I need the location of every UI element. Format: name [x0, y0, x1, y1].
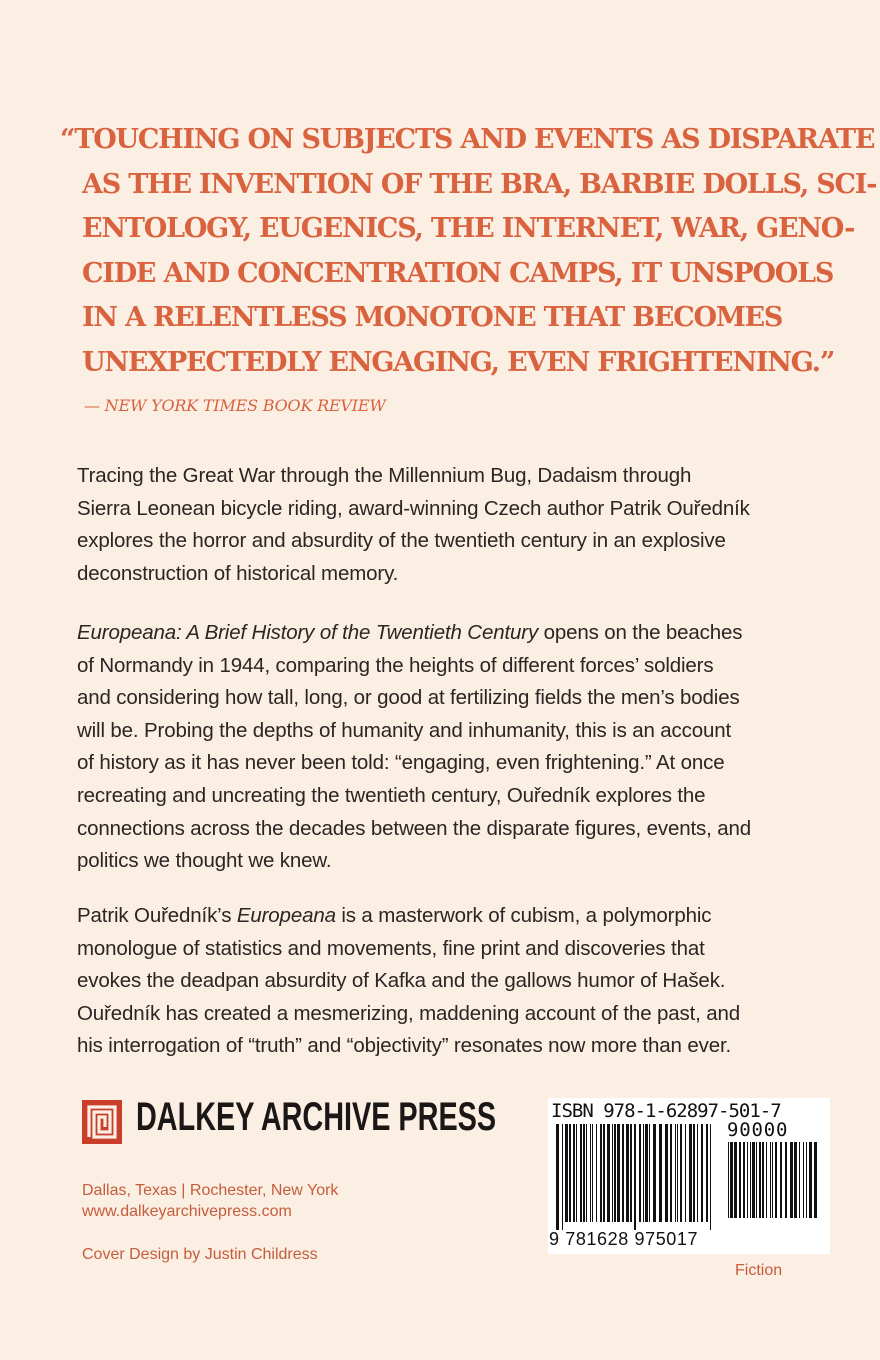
barcode-bar: [670, 1124, 672, 1222]
isbn-label: ISBN 978-1-62897-501-7: [551, 1100, 781, 1122]
barcode-bar: [750, 1142, 751, 1218]
ean-digits: 9 781628 975017: [549, 1229, 699, 1249]
barcode-bar: [576, 1124, 577, 1222]
barcode-bar: [603, 1124, 605, 1222]
barcode-bar: [600, 1124, 602, 1222]
barcode-bar: [806, 1142, 807, 1218]
text-line: and considering how tall, long, or good at fertilizing fields the men’s bodies: [77, 686, 740, 710]
barcode-bar: [630, 1124, 632, 1222]
text-line: politics we thought we knew.: [77, 849, 332, 873]
barcode-bar: [814, 1142, 817, 1218]
cover-design-credit: Cover Design by Justin Childress: [82, 1246, 318, 1263]
barcode-bar: [675, 1124, 676, 1222]
barcode-bar: [569, 1124, 571, 1222]
pull-quote: [60, 118, 877, 385]
barcode-bar: [617, 1124, 620, 1222]
barcode-bar: [809, 1142, 812, 1218]
text-line: his interrogation of “truth” and “objectivity” resonates now more than ever.: [77, 1034, 732, 1058]
text-line: will be. Probing the depths of humanity and inhumanity, this is an account: [77, 718, 732, 742]
barcode-bars: [556, 1124, 716, 1230]
quote-line: AS THE INVENTION OF THE BRA, BARBIE DOLLS, SCI-: [82, 168, 877, 200]
barcode-bar: [562, 1124, 563, 1230]
barcode-bar: [706, 1124, 708, 1222]
quote-line: “TOUCHING ON SUBJECTS AND EVENTS AS DISPARATE: [60, 124, 875, 155]
barcode-bar: [803, 1142, 804, 1218]
barcode-bar: [643, 1124, 644, 1222]
barcode-bar: [645, 1124, 648, 1222]
text-line: explores the horror and absurdity of the twentieth century in an explosive: [77, 529, 726, 553]
text-fragment: is a masterwork of cubism, a polymorphic: [335, 904, 712, 927]
barcode-bar: [762, 1142, 764, 1218]
text-line: of history as it has never been told: “engaging, even frightening.” At once: [77, 751, 725, 775]
barcode-bar: [649, 1124, 650, 1222]
text-line: deconstruction of historical memory.: [77, 561, 399, 585]
publisher-website[interactable]: www.dalkeyarchivepress.com: [82, 1203, 292, 1220]
text-line: recreating and uncreating the twentieth century, Ouředník explores the: [77, 783, 706, 807]
barcode-bar: [785, 1142, 787, 1218]
book-title: Europeana: A Brief History of the Twentieth Century: [77, 621, 539, 644]
genre-label: Fiction: [735, 1262, 783, 1279]
barcode-bar: [573, 1124, 575, 1222]
barcode-bar: [685, 1124, 686, 1222]
barcode-bar: [766, 1142, 767, 1218]
barcode-bar: [680, 1124, 682, 1222]
barcode-bar: [626, 1124, 629, 1222]
quote-line: UNEXPECTEDLY ENGAGING, EVEN FRIGHTENING.”: [82, 346, 835, 378]
barcode-bar: [622, 1124, 624, 1222]
barcode-bar: [665, 1124, 668, 1222]
barcode-bar: [728, 1142, 729, 1218]
barcode-bar: [770, 1142, 771, 1218]
barcode-bar: [556, 1124, 559, 1230]
barcode-bar: [614, 1124, 616, 1222]
barcode-bar: [701, 1124, 703, 1222]
barcode-bar: [752, 1142, 755, 1218]
barcode-bar: [710, 1124, 711, 1230]
barcode-bar: [794, 1142, 797, 1218]
quote-line: IN A RELENTLESS MONOTONE THAT BECOMES: [82, 302, 783, 333]
quote-line: ENTOLOGY, EUGENICS, THE INTERNET, WAR, GENO-: [82, 213, 855, 244]
barcode-bar: [780, 1142, 782, 1218]
barcode-bar: [634, 1124, 636, 1230]
barcode-bar: [639, 1124, 641, 1222]
barcode-bar: [565, 1124, 568, 1222]
text-line: evokes the deadpan absurdity of Kafka and the gallows humor of Hašek.: [77, 969, 726, 993]
barcode-bar: [756, 1142, 757, 1218]
description-paragraph-1: [77, 460, 817, 590]
barcode-bar: [799, 1142, 800, 1218]
barcode-bar: [590, 1124, 591, 1222]
text-line: Tracing the Great War through the Millennium Bug, Dadaism through: [77, 464, 692, 487]
barcode-bar: [596, 1124, 597, 1222]
text-line: of Normandy in 1944, comparing the heights of different forces’ soldiers: [77, 653, 714, 677]
book-title: Europeana: [236, 904, 336, 927]
barcode-bar: [653, 1124, 656, 1222]
text-line: connections across the decades between the disparate figures, events, and: [77, 816, 751, 840]
text-line: [77, 617, 817, 650]
barcode-bar: [730, 1142, 733, 1218]
barcode-bar: [592, 1124, 593, 1222]
barcode-bar: [612, 1124, 613, 1222]
quote-line: CIDE AND CONCENTRATION CAMPS, IT UNSPOOLS: [82, 257, 834, 289]
barcode-bar: [759, 1142, 761, 1218]
quote-attribution: — NEW YORK TIMES BOOK REVIEW: [84, 396, 386, 415]
publisher-logo-icon: [82, 1100, 122, 1144]
description-paragraph-3: [77, 900, 817, 1063]
barcode-bar: [583, 1124, 585, 1222]
publisher-name: DALKEY ARCHIVE PRESS: [136, 1095, 497, 1139]
barcode-bar: [689, 1124, 692, 1222]
barcode-bar: [775, 1142, 777, 1218]
text-fragment: Patrik Ouředník’s: [77, 904, 237, 927]
barcode-bar: [693, 1124, 695, 1222]
barcode-bar: [586, 1124, 587, 1222]
text-line: monologue of statistics and movements, fine print and discoveries that: [77, 936, 705, 960]
barcode-bar: [747, 1142, 748, 1218]
text-line: Ouředník has created a mesmerizing, maddening account of the past, and: [77, 1001, 740, 1025]
barcode-bar: [790, 1142, 793, 1218]
text-line: [77, 900, 817, 933]
publisher-location: Dallas, Texas | Rochester, New York: [82, 1182, 339, 1199]
barcode-bar: [607, 1124, 610, 1222]
barcode-bar: [739, 1142, 741, 1218]
barcode-bar: [734, 1142, 737, 1218]
addon-barcode-bars: [728, 1142, 820, 1226]
description-paragraph-2: [77, 617, 817, 878]
barcode-bar: [677, 1124, 678, 1222]
barcode-bar: [772, 1142, 773, 1218]
barcode-bar: [743, 1142, 745, 1218]
text-fragment: opens on the beaches: [538, 621, 743, 644]
barcode-bar: [580, 1124, 582, 1222]
text-line: Sierra Leonean bicycle riding, award-winning Czech author Patrik Ouředník: [77, 496, 750, 520]
price-code: 90000: [727, 1119, 789, 1141]
barcode-bar: [659, 1124, 662, 1222]
barcode-bar: [697, 1124, 698, 1222]
